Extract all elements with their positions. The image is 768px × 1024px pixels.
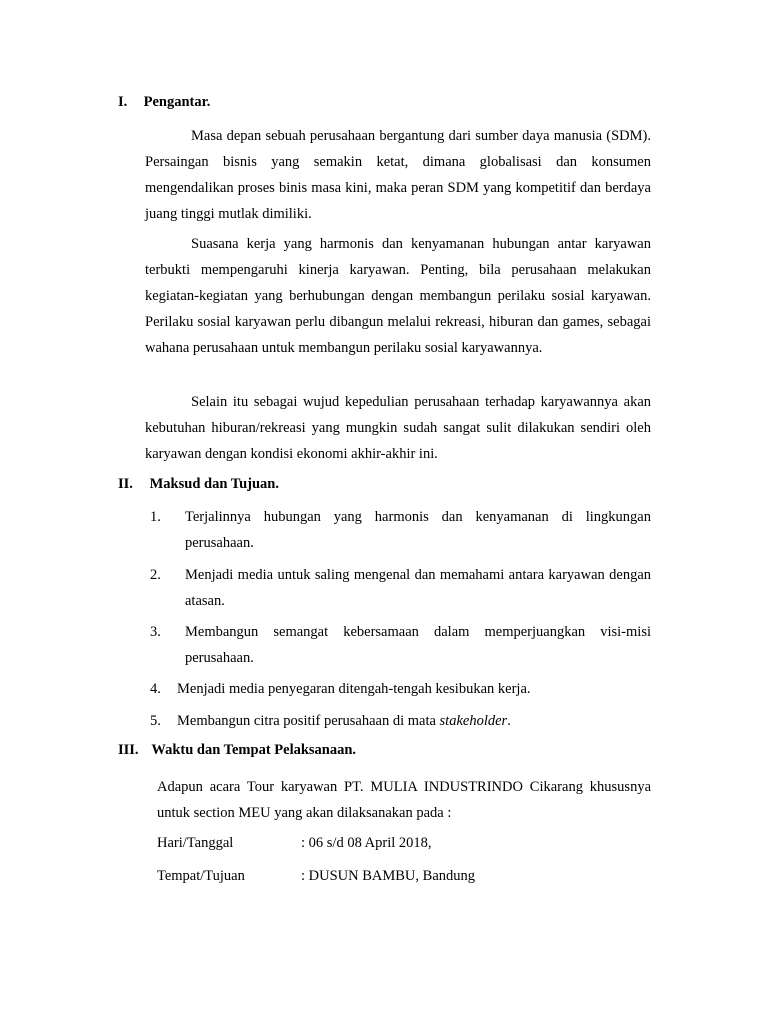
paragraph: Masa depan sebuah perusahaan bergantung dari sumber daya manusia (SDM). Persaingan bisnis yang semakin ketat, dimana globalisasi dan konsumen mengendalikan proses binis masa kini, maka peran SDM yang kompetitif dan berdaya juang tinggi mutlak dimiliki. <box>145 128 651 222</box>
list-text-end: . <box>507 713 511 729</box>
paragraph: Selain itu sebagai wujud kepedulian perusahaan terhadap karyawannya akan kebutuhan hiburan/rekreasi yang mungkin sudah sangat sulit dilakukan sendiri oleh karyawan dengan kondisi ekonomi akhir-akhir ini. <box>145 394 651 462</box>
list-text: Menjadi media penyegaran ditengah-tengah kesibukan kerja. <box>177 681 531 697</box>
info-value: : 06 s/d 08 April 2018, <box>301 835 432 851</box>
section-heading-pengantar <box>118 94 210 111</box>
intro-paragraph: Adapun acara Tour karyawan PT. MULIA INDUSTRINDO Cikarang khususnya untuk section MEU yang akan dilaksanakan pada : <box>157 779 651 821</box>
section-title: Waktu dan Tempat Pelaksanaan. <box>151 742 357 758</box>
list-number: 3. <box>150 624 161 640</box>
paragraph: Suasana kerja yang harmonis dan kenyamanan hubungan antar karyawan terbukti mempengaruhi kinerja karyawan. Penting, bila perusahaan melakukan kegiatan-kegiatan yang berhubungan dengan membangun perilaku sosial karyawan. Perilaku sosial karyawan perlu dibangun melalui rekreasi, hiburan dan games, sebagai wahana perusahaan untuk membangun perilaku sosial karyawannya. <box>145 236 651 356</box>
section-number: I. <box>118 94 128 110</box>
info-label: Hari/Tanggal <box>157 835 234 851</box>
section-number: III. <box>118 742 139 758</box>
list-item <box>150 709 651 735</box>
list-text <box>177 709 651 735</box>
section-number: II. <box>118 476 133 492</box>
list-number: 4. <box>150 681 161 697</box>
list-item <box>150 620 651 671</box>
list-text: Terjalinnya hubungan yang harmonis dan kenyamanan di lingkungan perusahaan. <box>185 509 651 551</box>
list-text-main: Membangun citra positif perusahaan di mata <box>177 713 440 729</box>
list-number: 2. <box>150 567 161 583</box>
list-item <box>150 563 651 614</box>
list-item <box>150 505 651 556</box>
info-value: : DUSUN BAMBU, Bandung <box>301 868 476 884</box>
info-row-date <box>157 835 432 852</box>
info-label: Tempat/Tujuan <box>157 868 245 884</box>
emphasis-stakeholder: stakeholder <box>439 713 508 729</box>
section-title: Maksud dan Tujuan. <box>149 476 279 492</box>
list-number: 1. <box>150 509 161 525</box>
section-title: Pengantar. <box>143 94 211 110</box>
list-item <box>150 677 651 703</box>
section-heading-maksud <box>118 476 279 493</box>
section-heading-waktu <box>118 742 356 759</box>
list-text: Membangun semangat kebersamaan dalam memperjuangkan visi-misi perusahaan. <box>185 624 651 666</box>
list-number: 5. <box>150 713 161 729</box>
list-text: Menjadi media untuk saling mengenal dan memahami antara karyawan dengan atasan. <box>185 567 651 609</box>
info-row-place <box>157 868 475 885</box>
